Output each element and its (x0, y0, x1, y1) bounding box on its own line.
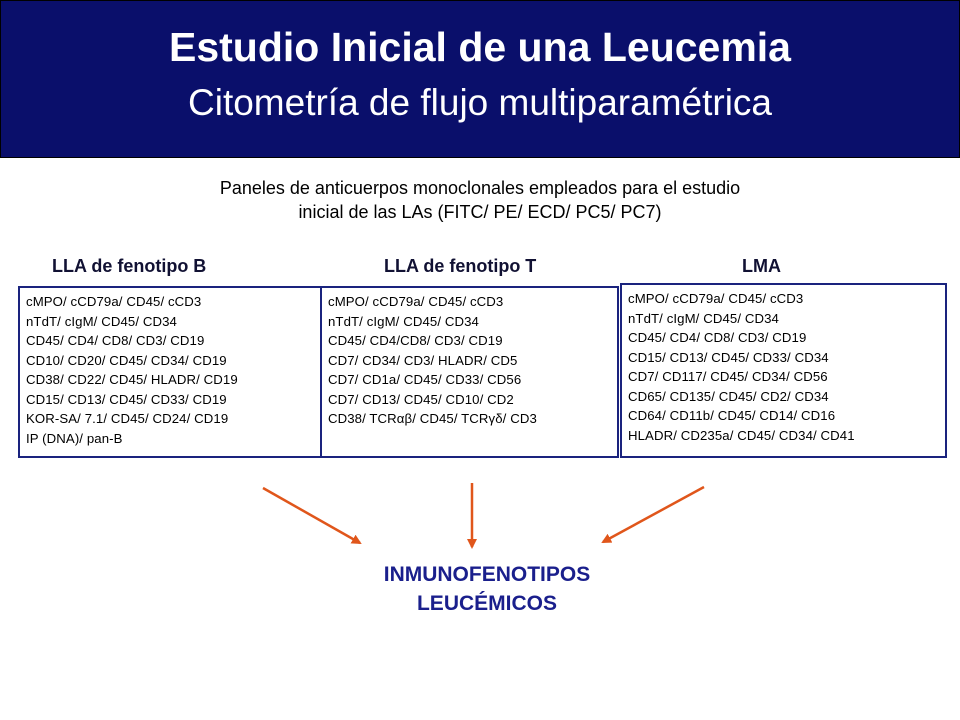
panel-line: cMPO/ cCD79a/ CD45/ cCD3 (26, 294, 202, 309)
panel-line: CD38/ CD22/ CD45/ HLADR/ CD19 (26, 372, 238, 387)
panel-line: CD45/ CD4/ CD8/ CD3/ CD19 (26, 333, 205, 348)
panel-line: nTdT/ cIgM/ CD45/ CD34 (26, 313, 177, 329)
panel-line: cMPO/ cCD79a/ CD45/ cCD3 (628, 291, 804, 306)
panel-line: nTdT/ cIgM/ CD45/ CD34 (328, 313, 479, 329)
panel-line: CD65/ CD135/ CD45/ CD2/ CD34 (628, 388, 829, 404)
panel-heading-lla-t: LLA de fenotipo T (384, 256, 537, 276)
page-title: Estudio Inicial de una Leucemia (169, 24, 791, 70)
description-line-2: inicial de las LAs (FITC/ PE/ ECD/ PC5/ PC7) (298, 202, 662, 222)
panel-line: nTdT/ cIgM/ CD45/ CD34 (628, 310, 779, 326)
panel-line: CD10/ CD20/ CD45/ CD34/ CD19 (26, 352, 227, 368)
panel-lma (620, 283, 947, 458)
panel-line: CD38/ TCRαβ/ CD45/ TCRγδ/ CD3 (328, 411, 537, 426)
arrow-left (263, 488, 360, 543)
panel-line: KOR-SA/ 7.1/ CD45/ CD24/ CD19 (26, 411, 229, 426)
panel-line: CD15/ CD13/ CD45/ CD33/ CD19 (26, 391, 227, 407)
panel-line: CD45/ CD4/ CD8/ CD3/ CD19 (628, 330, 807, 345)
description-line-1: Paneles de anticuerpos monoclonales empleados para el estudio (219, 178, 741, 198)
panel-line: CD64/ CD11b/ CD45/ CD14/ CD16 (628, 408, 836, 423)
description (80, 176, 880, 224)
arrow-right (603, 487, 704, 542)
panel-line: cMPO/ cCD79a/ CD45/ cCD3 (328, 294, 504, 309)
result-label (287, 560, 687, 618)
panel-line: CD45/ CD4/CD8/ CD3/ CD19 (328, 333, 503, 348)
panel-lla-t (320, 286, 619, 458)
panel-line: CD7/ CD34/ CD3/ HLADR/ CD5 (328, 352, 518, 368)
result-line-1: INMUNOFENOTIPOS (383, 563, 591, 586)
panel-line: IP (DNA)/ pan-B (26, 430, 123, 446)
panel-line: HLADR/ CD235a/ CD45/ CD34/ CD41 (628, 427, 855, 443)
panel-heading-lla-b: LLA de fenotipo B (52, 256, 207, 276)
title-banner (0, 0, 960, 158)
result-line-2: LEUCÉMICOS (416, 592, 557, 615)
panel-line: CD15/ CD13/ CD45/ CD33/ CD34 (628, 349, 829, 365)
panel-heading-lma: LMA (742, 256, 781, 276)
panel-line: CD7/ CD117/ CD45/ CD34/ CD56 (628, 369, 828, 384)
page-subtitle: Citometría de flujo multiparamétrica (188, 82, 772, 123)
panel-lla-b (18, 286, 323, 458)
panel-line: CD7/ CD1a/ CD45/ CD33/ CD56 (328, 372, 522, 387)
panel-line: CD7/ CD13/ CD45/ CD10/ CD2 (328, 391, 514, 407)
